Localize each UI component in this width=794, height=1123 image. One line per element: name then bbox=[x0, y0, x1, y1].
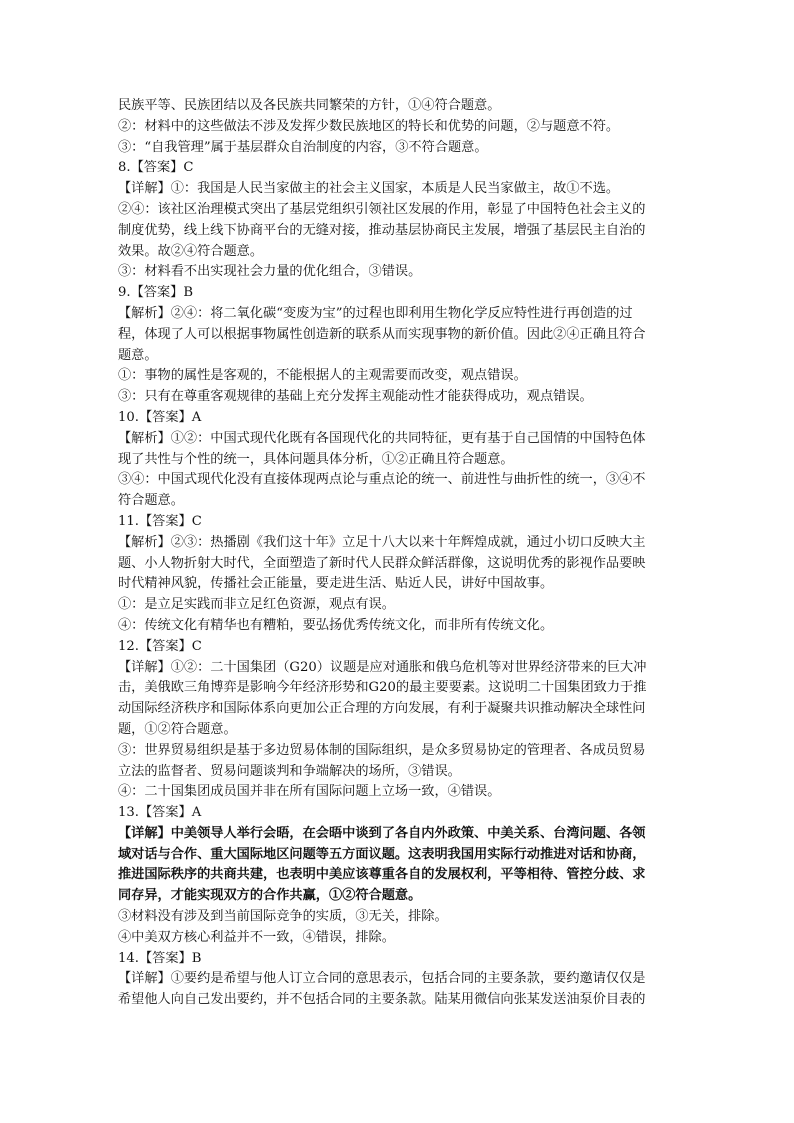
text-line: 【详解】中美领导人举行会晤，在会晤中谈到了各自内外政策、中美关系、台湾问题、各领 bbox=[118, 825, 646, 841]
text-line: 希望他人向自己发出要约，并不包括合同的主要条款。陆某用微信向张某发送油泵价目表的 bbox=[118, 992, 646, 1008]
text-line: 民族平等、民族团结以及各民族共同繁荣的方针，①④符合题意。 bbox=[118, 98, 501, 113]
text-line: ①：事物的属性是客观的，不能根据人的主观需要而改变，观点错误。 bbox=[118, 368, 527, 384]
text-line: ④：传统文化有精华也有糟粕，要弘扬优秀传统文化，而非所有传统文化。 bbox=[118, 617, 554, 633]
text-line: 【详解】①要约是希望与他人订立合同的意思表示，包括合同的主要条款，要约邀请仅仅是 bbox=[118, 971, 646, 987]
text-line: ④中美双方核心利益并不一致，④错误，排除。 bbox=[118, 929, 395, 945]
text-line: 9.【答案】B bbox=[118, 285, 194, 301]
text-line: ③：世界贸易组织是基于多边贸易体制的国际组织，是众多贸易协定的管理者、各成员贸易 bbox=[118, 742, 646, 758]
text-line: 【详解】①：我国是人民当家做主的社会主义国家，本质是人民当家做主，故①不选。 bbox=[118, 181, 620, 197]
text-line: ③材料没有涉及到当前国际竞争的实质，③无关，排除。 bbox=[118, 909, 448, 925]
text-line: ③④：中国式现代化没有直接体现两点论与重点论的统一、前进性与曲折性的统一，③④不 bbox=[118, 472, 646, 488]
text-line: 题意。 bbox=[118, 347, 158, 363]
text-line: 14.【答案】B bbox=[118, 950, 202, 966]
text-line: 程，体现了人可以根据事物属性创造新的联系从而实现事物的新价值。因此②④正确且符合 bbox=[118, 326, 646, 342]
text-line: 【解析】②③：热播剧《我们这十年》立足十八大以来十年辉煌成就，通过小切口反映大主 bbox=[118, 534, 646, 550]
text-line: ③：只有在尊重客观规律的基础上充分发挥主观能动性才能获得成功，观点错误。 bbox=[118, 389, 593, 405]
text-line: 【解析】②④：将二氧化碳“变废为宝”的过程也即利用生物化学反应特性进行再创造的过 bbox=[118, 305, 633, 321]
text-line: ②④：该社区治理模式突出了基层党组织引领社区发展的作用，彰显了中国特色社会主义的 bbox=[118, 201, 646, 217]
text-line: 【解析】①②：中国式现代化既有各国现代化的共同特征，更有基于自己国情的中国特色体 bbox=[118, 430, 646, 446]
text-line: 【详解】①②：二十国集团（G20）议题是应对通胀和俄乌危机等对世界经济带来的巨大冲 bbox=[118, 659, 647, 675]
text-line: 现了共性与个性的统一，具体问题具体分析，①②正确且符合题意。 bbox=[118, 451, 514, 467]
text-line: 12.【答案】C bbox=[118, 638, 202, 654]
text-line: ④：二十国集团成员国并非在所有国际问题上立场一致，④错误。 bbox=[118, 784, 501, 800]
text-line: 题、小人物折射大时代，全面塑造了新时代人民群众鲜活群像，这说明优秀的影视作品要映 bbox=[118, 555, 646, 571]
text-line: 时代精神风貌，传播社会正能量，要走进生活、贴近人民，讲好中国故事。 bbox=[118, 576, 554, 592]
text-line: 域对话与合作、重大国际地区问题等五方面议题。这表明我国用实际行动推进对话和协商， bbox=[118, 846, 646, 862]
text-line: 13.【答案】A bbox=[118, 805, 202, 821]
text-line: 动国际经济秩序和国际体系向更加公正合理的方向发展，有利于凝聚共识推动解决全球性问 bbox=[118, 701, 646, 717]
text-line: 11.【答案】C bbox=[118, 513, 202, 529]
text-line: 效果。故②④符合题意。 bbox=[118, 243, 264, 259]
text-line: ②：材料中的这些做法不涉及发挥少数民族地区的特长和优势的问题，②与题意不符。 bbox=[118, 118, 620, 134]
document-page bbox=[118, 96, 678, 1011]
text-line: 制度优势，线上线下协商平台的无缝对接，推动基层协商民主发展，增强了基层民主自治的 bbox=[118, 222, 646, 238]
text-line: ③：材料看不出实现社会力量的优化组合，③错误。 bbox=[118, 264, 422, 280]
text-line: 立法的监督者、贸易问题谈判和争端解决的场所，③错误。 bbox=[118, 763, 461, 779]
text-line: 题，①②符合题意。 bbox=[118, 721, 237, 737]
text-line: ③：“自我管理”属于基层群众自治制度的内容，③不符合题意。 bbox=[118, 139, 488, 155]
text-line: 击，美俄欧三角博弈是影响今年经济形势和G20的最主要要素。这说明二十国集团致力于推 bbox=[118, 680, 647, 696]
text-line: 8.【答案】C bbox=[118, 160, 194, 176]
text-line: ①：是立足实践而非立足红色资源，观点有误。 bbox=[118, 597, 395, 613]
text-line: 符合题意。 bbox=[118, 493, 184, 509]
text-line: 10.【答案】A bbox=[118, 409, 202, 425]
text-line: 同存异，才能实现双方的合作共赢，①②符合题意。 bbox=[118, 888, 422, 904]
text-line: 推进国际秩序的共商共建，也表明中美应该尊重各自的发展权利，平等相待、管控分歧、求 bbox=[118, 867, 646, 883]
